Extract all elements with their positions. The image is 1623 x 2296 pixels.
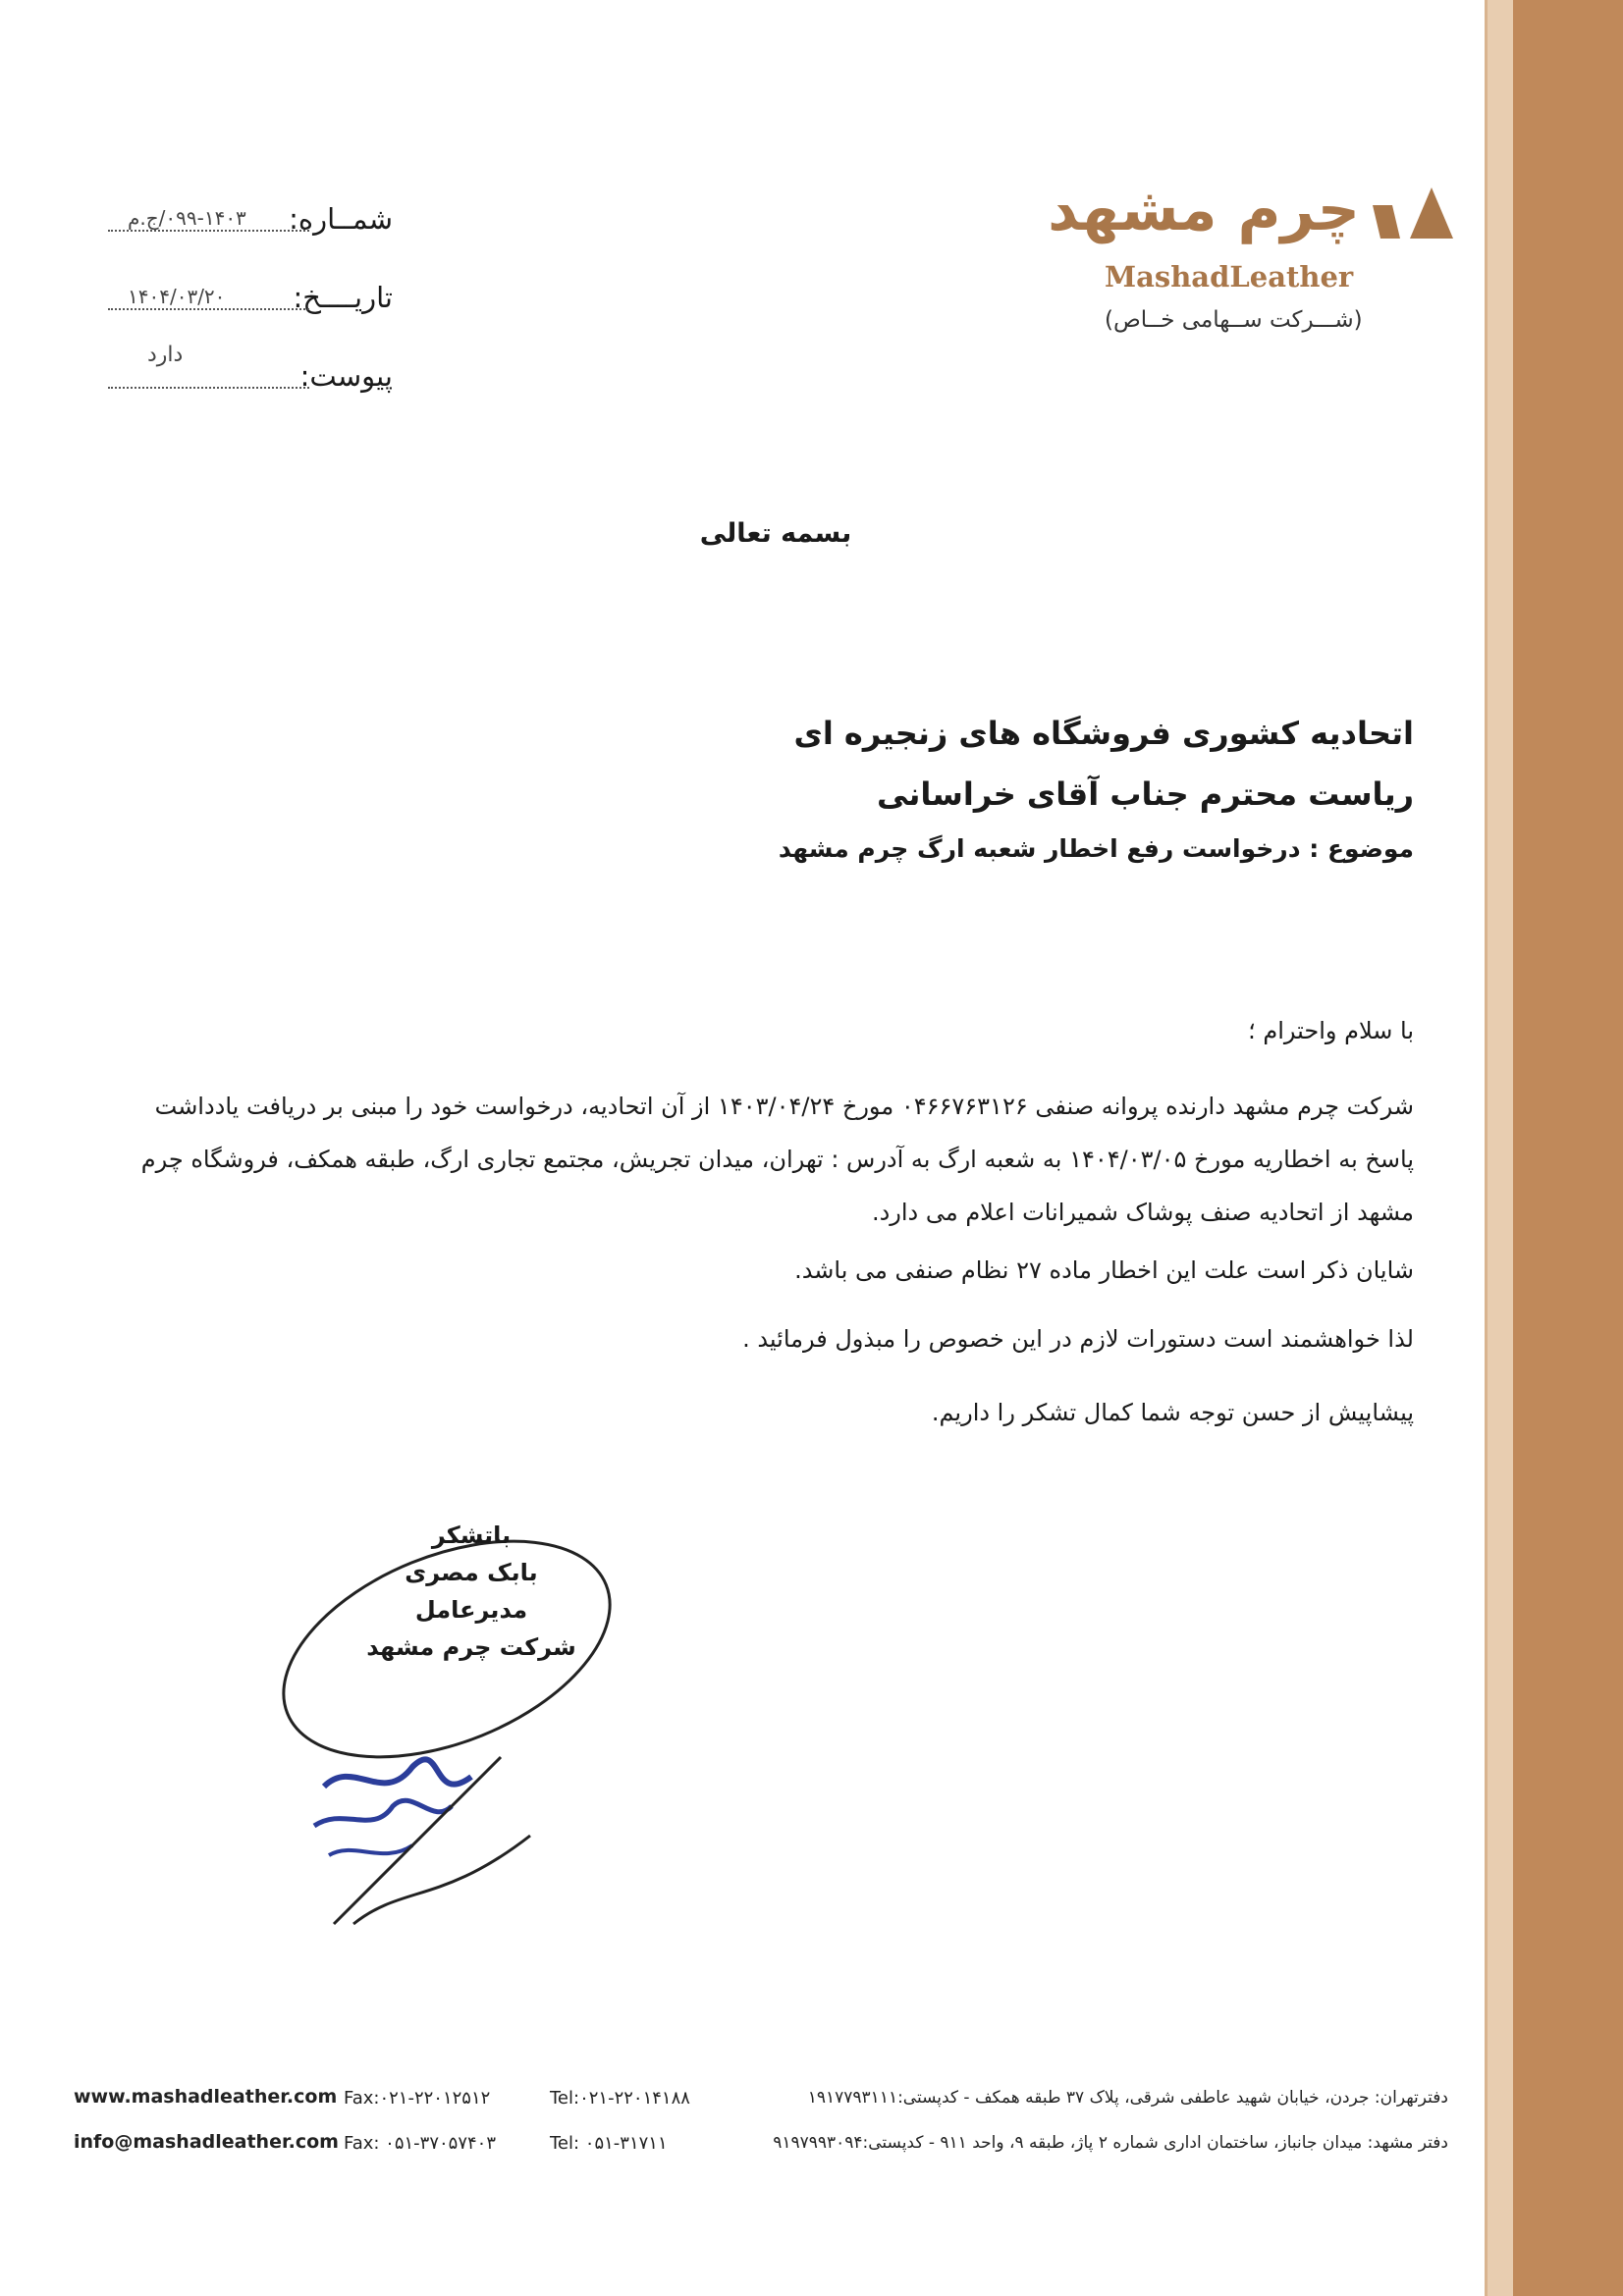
footer-email-link[interactable]: info@mashadleather.com — [74, 2131, 339, 2153]
footer-row-mashhad — [74, 2131, 1448, 2176]
side-band — [1513, 0, 1623, 2296]
date-dotted-line — [108, 308, 309, 310]
signature-company: شرکت چرم مشهد — [366, 1633, 576, 1661]
footer-website-link[interactable]: www.mashadleather.com — [74, 2086, 338, 2108]
attachment-label: پیوست: — [299, 359, 393, 393]
company-logo — [1048, 162, 1453, 339]
recipient-organization: اتحادیه کشوری فروشگاه های زنجیره ای — [793, 715, 1414, 752]
footer-tehran-tel: Tel:۰۲۱-۲۲۰۱۴۱۸۸ — [550, 2088, 690, 2109]
number-label: شمــاره: — [289, 202, 393, 236]
footer — [74, 2086, 1448, 2176]
letter-subject: موضوع : درخواست رفع اخطار شعبه ارگ چرم مشهد — [778, 834, 1414, 863]
side-band-inner — [1488, 0, 1513, 2296]
footer-mashhad-tel: Tel: ۰۵۱-۳۱۷۱۱ — [550, 2133, 668, 2154]
body-paragraph-4: پیشاپیش از حسن توجه شما کمال تشکر را داریم. — [931, 1399, 1414, 1426]
body-paragraph-1: شرکت چرم مشهد دارنده پروانه صنفی ۰۴۶۶۷۶۳۱۲۶ مورخ ۱۴۰۳/۰۴/۲۴ از آن اتحادیه، درخواست خود را مبنی بر دریافت یادداشت پاسخ به اخطاریه مورخ ۱۴۰۴/۰۳/۰۵ به شعبه ارگ به آدرس : تهران، میدان تجریش، مجتمع تجاری ارگ، طبقه همکف، فروشگاه چرم مشهد از اتحادیه صنف پوشاک شمیرانات اعلام می دارد. — [140, 1093, 1414, 1226]
attachment-row — [108, 324, 393, 402]
logo-name-en: MashadLeather — [1105, 260, 1354, 294]
number-row — [108, 167, 393, 245]
letter-meta — [108, 167, 393, 402]
logo-mark-icon — [1373, 182, 1453, 239]
footer-mashhad-fax: Fax: ۰۵۱-۳۷۰۵۷۴۰۳ — [344, 2133, 497, 2154]
signature-name: بابک مصری — [405, 1559, 538, 1586]
attachment-dotted-line — [108, 387, 309, 389]
body-paragraph-3: لذا خواهشمند است دستورات لازم در این خصوص را مبذول فرمائید . — [742, 1325, 1414, 1353]
bismillah: بسمه تعالی — [699, 518, 852, 549]
logo-name-fa: چرم مشهد — [1048, 176, 1360, 244]
recipient-person: ریاست محترم جناب آقای خراسانی — [876, 775, 1414, 813]
date-row — [108, 245, 393, 324]
date-value: ۱۴۰۴/۰۳/۲۰ — [128, 285, 226, 308]
footer-tehran-address: دفترتهران: جردن، خیابان شهید عاطفی شرقی، پلاک ۳۷ طبقه همکف - کدپستی:۱۹۱۷۷۹۳۱۱۱ — [807, 2088, 1448, 2108]
footer-row-tehran — [74, 2086, 1448, 2131]
signature-block — [344, 1517, 599, 1666]
signature-closing: باتشکر — [431, 1522, 512, 1549]
attachment-value: دارد — [147, 343, 184, 367]
footer-mashhad-address: دفتر مشهد: میدان جانباز، ساختمان اداری شماره ۲ پاژ، طبقه ۹، واحد ۹۱۱ - کدپستی:۹۱۹۷۹۹۳۰۹۴ — [773, 2133, 1448, 2153]
footer-tehran-fax: Fax:۰۲۱-۲۲۰۱۲۵۱۲ — [344, 2088, 491, 2109]
signature-title: مدیرعامل — [414, 1596, 528, 1624]
date-label: تاریــــخ: — [293, 281, 393, 314]
number-dotted-line — [108, 230, 309, 232]
greeting: با سلام واحترام ؛ — [1248, 1017, 1414, 1044]
number-value: ۰۹۹-۱۴۰۳/ج.م — [128, 206, 246, 230]
body-paragraph-2: شایان ذکر است علت این اخطار ماده ۲۷ نظام صنفی می باشد. — [794, 1256, 1414, 1284]
logo-subtitle: (شـــرکت ســهامی خــاص) — [1105, 307, 1363, 333]
